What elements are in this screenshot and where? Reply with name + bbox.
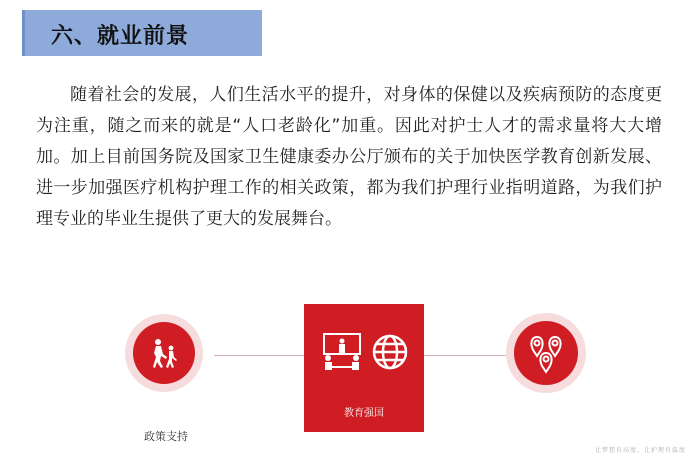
location-circle — [514, 321, 578, 385]
education-label: 教育强国 — [344, 408, 384, 419]
infographic — [0, 300, 700, 472]
education-box — [304, 304, 424, 432]
globe-icon — [370, 332, 410, 372]
footer-slogan: 让梦想有高度，让护理有温度 — [594, 447, 686, 454]
section-title-bar — [22, 10, 262, 56]
people-walking-icon — [146, 335, 182, 371]
section-title: 六、就业前景 — [51, 24, 190, 49]
body-paragraph: 随着社会的发展，人们生活水平的提升，对身体的保健以及疾病预防的态度更为注重，随之而来的就是“人口老龄化”加重。因此对护士人才的需求量将大大增加。加上目前国务院及国家卫生健康委办公厅颁布的关于加快医学教育创新发展、进一步加强医疗机构护理工作的相关政策，都为我们护理行业指明道路，为我们护理专业的毕业生提供了更大的发展舞台。 — [36, 85, 662, 229]
policy-circle — [133, 322, 195, 384]
connector-line-left — [214, 355, 304, 356]
location-pins-icon — [524, 331, 568, 375]
classroom-icon — [318, 332, 366, 372]
connector-line-right — [424, 355, 506, 356]
body-text — [36, 80, 662, 235]
policy-label: 政策支持 — [144, 430, 188, 443]
